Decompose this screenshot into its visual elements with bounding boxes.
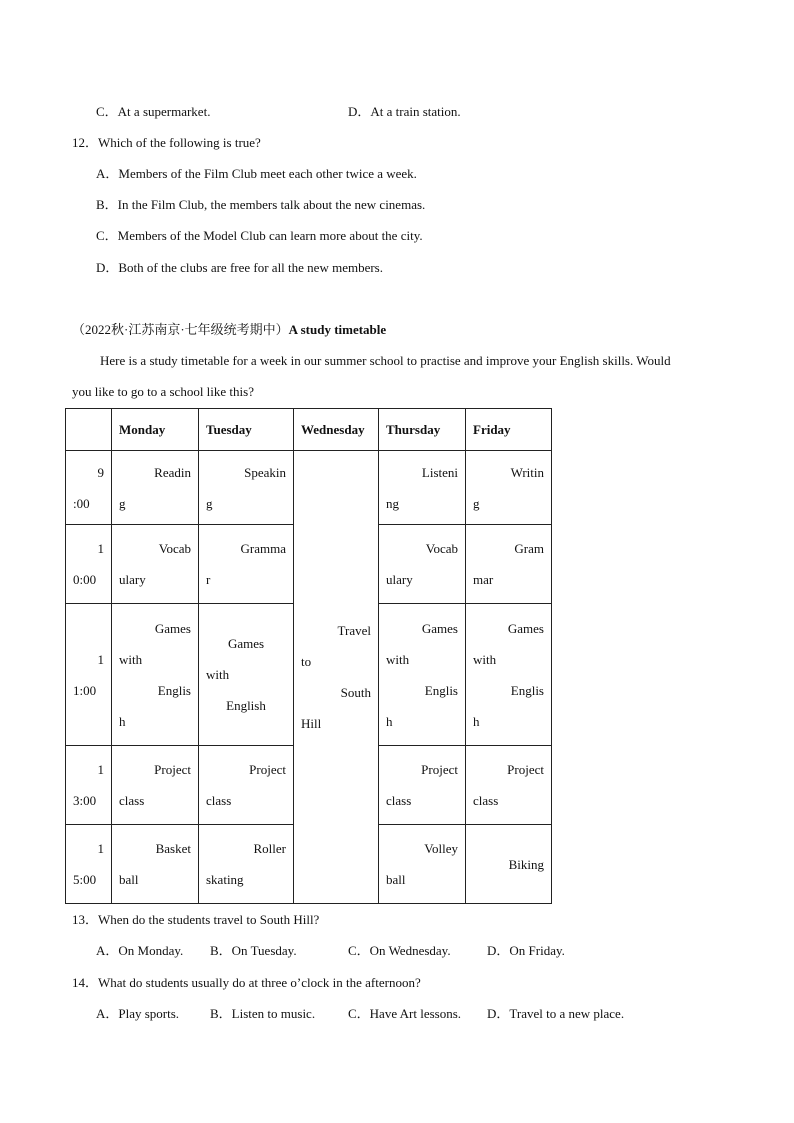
cell-text: Volley (424, 841, 458, 856)
q12-stem: 12．Which of the following is true? (72, 135, 261, 150)
q14-option-c: C．Have Art lessons. (348, 1006, 462, 1021)
thursday-cell (379, 746, 466, 825)
q14-option-b: B．Listen to music. (210, 1006, 316, 1021)
cell-text: ball (119, 872, 139, 887)
q13-option-c: C．On Wednesday. (348, 943, 451, 958)
time-cell (66, 451, 112, 525)
time-part: 1 (97, 651, 104, 667)
cell-text: with (206, 667, 230, 682)
time-part: 1 (97, 841, 104, 856)
cell-text: class (206, 793, 232, 808)
friday-cell (466, 746, 552, 825)
tuesday-cell (199, 604, 294, 746)
cell-text: Englis (424, 682, 458, 698)
study-timetable (65, 408, 552, 904)
cell-text: class (119, 793, 145, 808)
monday-cell (112, 746, 199, 825)
cell-text: Readin (154, 464, 191, 480)
tuesday-cell (199, 525, 294, 604)
cell-text: class (473, 793, 499, 808)
cell-text: Hill (301, 716, 322, 731)
cell-text: South (340, 685, 371, 700)
cell-text: Project (154, 762, 191, 777)
cell-text: Writin (510, 464, 544, 480)
cell-text: Games (507, 620, 544, 636)
passage-heading (72, 322, 386, 338)
monday-cell (112, 604, 199, 746)
friday-cell (466, 525, 552, 604)
timetable-row-0900 (66, 451, 552, 525)
time-part: 1 (97, 762, 104, 777)
time-part: 0:00 (73, 572, 97, 587)
cell-text: Listeni (421, 464, 458, 480)
cell-text: with (386, 651, 410, 667)
header-tuesday: Tuesday (199, 409, 294, 451)
cell-text: Biking (508, 856, 544, 872)
cell-text: Vocab (425, 541, 458, 556)
cell-text: class (386, 793, 412, 808)
time-cell (66, 604, 112, 746)
time-cell (66, 825, 112, 904)
friday-cell (466, 451, 552, 525)
header-wednesday: Wednesday (294, 409, 379, 451)
passage-intro-line2: you like to go to a school like this? (72, 384, 254, 399)
cell-text: ball (386, 872, 406, 887)
cell-text: Englis (157, 682, 191, 698)
friday-cell (466, 825, 552, 904)
cell-text: h (473, 713, 480, 729)
cell-text: Gram (514, 541, 544, 556)
cell-text: Roller (253, 841, 286, 856)
cell-text: h (386, 713, 393, 729)
time-part: 1 (97, 541, 104, 556)
time-part: 9 (97, 464, 104, 480)
thursday-cell (379, 525, 466, 604)
q14-stem: 14．What do students usually do at three o’clock in the afternoon? (72, 975, 421, 990)
tuesday-cell (199, 451, 294, 525)
cell-text: Englis (510, 682, 544, 698)
cell-text: Project (507, 762, 544, 777)
passage-title: A study timetable (288, 322, 387, 337)
cell-text: ulary (386, 572, 413, 587)
cell-text: Games (421, 620, 458, 636)
cell-text: r (206, 572, 211, 587)
cell-text: Games (154, 620, 191, 636)
cell-text: g (119, 495, 126, 511)
cell-text: with (473, 651, 497, 667)
header-monday: Monday (112, 409, 199, 451)
time-part: 1:00 (73, 682, 97, 698)
cell-text: Speakin (244, 464, 286, 480)
monday-cell (112, 825, 199, 904)
cell-text: skating (206, 872, 244, 887)
time-part: 3:00 (73, 793, 97, 808)
passage-intro-line1: Here is a study timetable for a week in our summer school to practise and improve your English skills. Would (100, 353, 671, 368)
q12-option-b: B．In the Film Club, the members talk about the new cinemas. (96, 197, 426, 212)
q13-option-b: B．On Tuesday. (210, 943, 297, 958)
q14-option-d: D．Travel to a new place. (487, 1006, 625, 1021)
cell-text: h (119, 713, 126, 729)
q12-option-c: C．Members of the Model Club can learn more about the city. (96, 228, 423, 243)
q14-option-a: A．Play sports. (96, 1006, 180, 1021)
time-part: 5:00 (73, 872, 97, 887)
q13-option-a: A．On Monday. (96, 943, 184, 958)
tuesday-cell (199, 746, 294, 825)
header-friday: Friday (466, 409, 552, 451)
thursday-cell (379, 604, 466, 746)
cell-text: Travel (337, 623, 371, 638)
time-cell (66, 746, 112, 825)
q11-option-c: C．At a supermarket. (96, 104, 211, 119)
time-part: :00 (73, 495, 90, 511)
friday-cell (466, 604, 552, 746)
q12-option-a: A．Members of the Film Club meet each other twice a week. (96, 166, 417, 181)
cell-text: to (301, 654, 312, 669)
cell-text: ulary (119, 572, 146, 587)
cell-text: g (206, 495, 213, 511)
wednesday-cell (294, 451, 379, 904)
time-cell (66, 525, 112, 604)
cell-text: Games (227, 636, 265, 651)
cell-text: Project (421, 762, 458, 777)
cell-text: with (119, 651, 143, 667)
cell-text: Gramma (240, 541, 286, 556)
passage-source: （2022秋·江苏南京·七年级统考期中） (72, 322, 289, 337)
header-thursday: Thursday (379, 409, 466, 451)
q11-option-d: D．At a train station. (348, 104, 461, 119)
q12-option-d: D．Both of the clubs are free for all the new members. (96, 260, 383, 275)
thursday-cell (379, 451, 466, 525)
cell-text: Vocab (158, 541, 191, 556)
q13-stem: 13．When do the students travel to South Hill? (72, 912, 320, 927)
q13-option-d: D．On Friday. (487, 943, 565, 958)
cell-text: Basket (155, 841, 191, 856)
monday-cell (112, 525, 199, 604)
timetable-header-row (66, 409, 552, 451)
cell-text: g (473, 495, 480, 511)
cell-text: ng (386, 495, 399, 511)
thursday-cell (379, 825, 466, 904)
timetable-corner-cell (66, 409, 112, 451)
cell-text: English (226, 698, 266, 713)
cell-text: Project (249, 762, 286, 777)
cell-text: mar (473, 572, 494, 587)
monday-cell (112, 451, 199, 525)
tuesday-cell (199, 825, 294, 904)
